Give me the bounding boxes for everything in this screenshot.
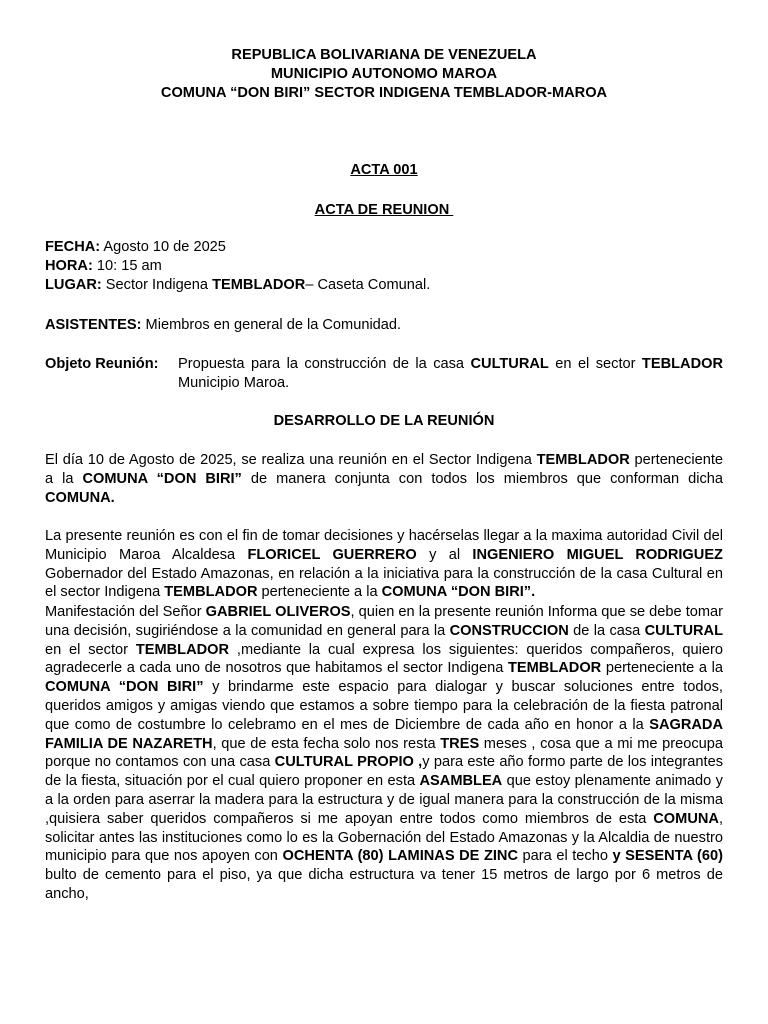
p3-bold-5: TEMBLADOR	[507, 660, 602, 677]
p1-text-2: perteneciente a la	[45, 452, 723, 487]
p3-bold-6: COMUNA “DON BIRI”	[45, 679, 204, 696]
paragraph-2	[45, 527, 723, 602]
desarrollo-title: DESARROLLO DE LA REUNIÓN	[273, 413, 495, 429]
p1-text-1: El día 10 de Agosto de 2025, se realiza una reunión en el Sector Indigena	[45, 452, 537, 468]
p3-bold-10: ASAMBLEA	[419, 773, 503, 790]
objeto-text-3: Municipio Maroa.	[178, 374, 290, 391]
p3-text-13: para el techo	[518, 848, 613, 865]
p3-text-14: bulto de cemento para el piso, ya que dicha estructura va tener 15 metros de largo por 6 metros de ancho,	[45, 867, 723, 902]
objeto-bold-2: TEBLADOR	[641, 356, 723, 372]
p3-bold-3: CULTURAL	[644, 622, 723, 639]
p2-text-1: La presente reunión es con el fin de tomar decisiones y hacérselas llegar a la maxima autoridad Civil del Municipio Maroa Alcaldesa	[45, 528, 723, 563]
p2-bold-1: FLORICEL GUERRERO	[247, 546, 417, 563]
hora-label: HORA:	[45, 257, 93, 274]
paragraph-3	[45, 603, 723, 904]
asistentes-line	[45, 316, 723, 335]
objeto-label: Objeto Reunión:	[45, 356, 159, 372]
p2-text-4: perteneciente a la	[257, 584, 382, 601]
p3-bold-9: CULTURAL PROPIO ,	[274, 754, 423, 771]
p3-text-6: perteneciente a la	[601, 660, 723, 677]
header-line-comuna: COMUNA “DON BIRI” SECTOR INDIGENA TEMBLADOR-MAROA	[160, 85, 608, 101]
acta-title-text: ACTA DE REUNION	[314, 202, 454, 218]
p3-text-3: de la casa	[568, 622, 645, 639]
p3-text-12: , solicitar antes las instituciones como lo es la Gobernación del Estado Amazonas y la Alcaldia de nuestro municipio para que nos apoyen con	[45, 810, 723, 865]
p3-text-5: ,mediante la cual expresa los siguientes: queridos compañeros, quiero agradecerle a cada uno de nosotros que habitamos el sector Indigena	[45, 641, 724, 677]
objeto-text-2: en el sector	[548, 356, 642, 372]
document-header	[0, 46, 768, 103]
p2-bold-2: INGENIERO MIGUEL RODRIGUEZ	[472, 546, 723, 563]
hora-value: 10: 15 am	[92, 257, 162, 274]
fecha-value: Agosto 10 de 2025	[100, 239, 226, 255]
lugar-line	[45, 276, 723, 295]
objeto-section	[45, 355, 723, 393]
p3-text-1: Manifestación del Señor	[45, 604, 206, 620]
p3-text-9: meses , cosa que a mi me preocupa porque no contamos con una casa	[45, 735, 723, 771]
p3-bold-2: CONSTRUCCION	[449, 622, 569, 639]
p3-text-7: y brindarme este espacio para dialogar y buscar soluciones entre todos, queridos amigos y amigas viendo que estamos a sobre tiempo para la celebración de la fiesta patronal que como de costumbre lo celebramo en el mes de Diciembre de cada año en honor a la	[45, 679, 723, 733]
header-line-republic: REPUBLICA BOLIVARIANA DE VENEZUELA	[231, 47, 537, 63]
p3-text-4: en el sector	[45, 641, 136, 658]
fecha-label: FECHA:	[45, 239, 101, 255]
lugar-value-post: – Caseta Comunal.	[305, 276, 431, 293]
p3-bold-7: SAGRADA FAMILIA DE NAZARETH	[45, 716, 723, 752]
p3-text-8: , que de esta fecha solo nos resta	[212, 735, 441, 752]
p3-bold-12: OCHENTA (80) LAMINAS DE ZINC	[282, 848, 518, 865]
header-line-municipality: MUNICIPIO AUTONOMO MAROA	[270, 66, 498, 82]
objeto-text-1: Propuesta para la construcción de la casa	[178, 356, 471, 372]
paragraph-1	[45, 451, 723, 507]
objeto-text	[178, 355, 723, 393]
lugar-value-pre: Sector Indigena	[101, 276, 213, 293]
p3-text-11: que estoy plenamente animado y a la orden para aserrar la madera para la estructura y de igual manera para la construcción de la misma ,quisiera saber queridos compañeros si me apoyan entre todos como miembros de esta	[45, 773, 723, 827]
lugar-value-bold: TEMBLADOR	[212, 276, 306, 293]
p2-text-3: Gobernador del Estado Amazonas, en relación a la iniciativa para la construcción de la casa Cultural en el sector Indigena	[45, 565, 723, 601]
p2-bold-4: COMUNA “DON BIRI”.	[381, 584, 536, 601]
fecha-line	[45, 238, 723, 257]
p2-text-2: y al	[416, 546, 473, 563]
acta-number	[0, 161, 768, 180]
p1-text-3: de manera conjunta con todos los miembros que conforman dicha	[241, 470, 723, 487]
p3-bold-8: TRES	[440, 735, 480, 752]
acta-number-text: ACTA 001	[350, 162, 418, 178]
p3-bold-13: y SESENTA (60)	[612, 848, 723, 865]
p3-bold-11: COMUNA	[653, 810, 719, 827]
meeting-details	[45, 238, 723, 294]
p3-text-10: y para este año formo parte de los integrantes de la fiesta, situación por el cual quiero proponer en esta	[45, 754, 723, 790]
acta-title	[0, 201, 768, 220]
asistentes-label: ASISTENTES:	[45, 317, 142, 333]
p1-bold-2: COMUNA “DON BIRI”	[82, 470, 242, 487]
p3-bold-1: GABRIEL OLIVEROS	[205, 604, 351, 620]
asistentes-value: Miembros en general de la Comunidad.	[141, 317, 402, 333]
p3-bold-4: TEMBLADOR	[135, 641, 230, 658]
p1-bold-1: TEMBLADOR	[536, 452, 630, 468]
hora-line	[45, 257, 723, 276]
p3-text-2: , quien en la presente reunión Informa que se debe tomar una decisión, sugiriéndose a la comunidad en general para la	[45, 604, 723, 639]
objeto-bold-1: CULTURAL	[470, 356, 549, 372]
p1-bold-3: COMUNA.	[45, 489, 115, 506]
lugar-label: LUGAR:	[45, 276, 102, 293]
p2-bold-3: TEMBLADOR	[164, 584, 258, 601]
